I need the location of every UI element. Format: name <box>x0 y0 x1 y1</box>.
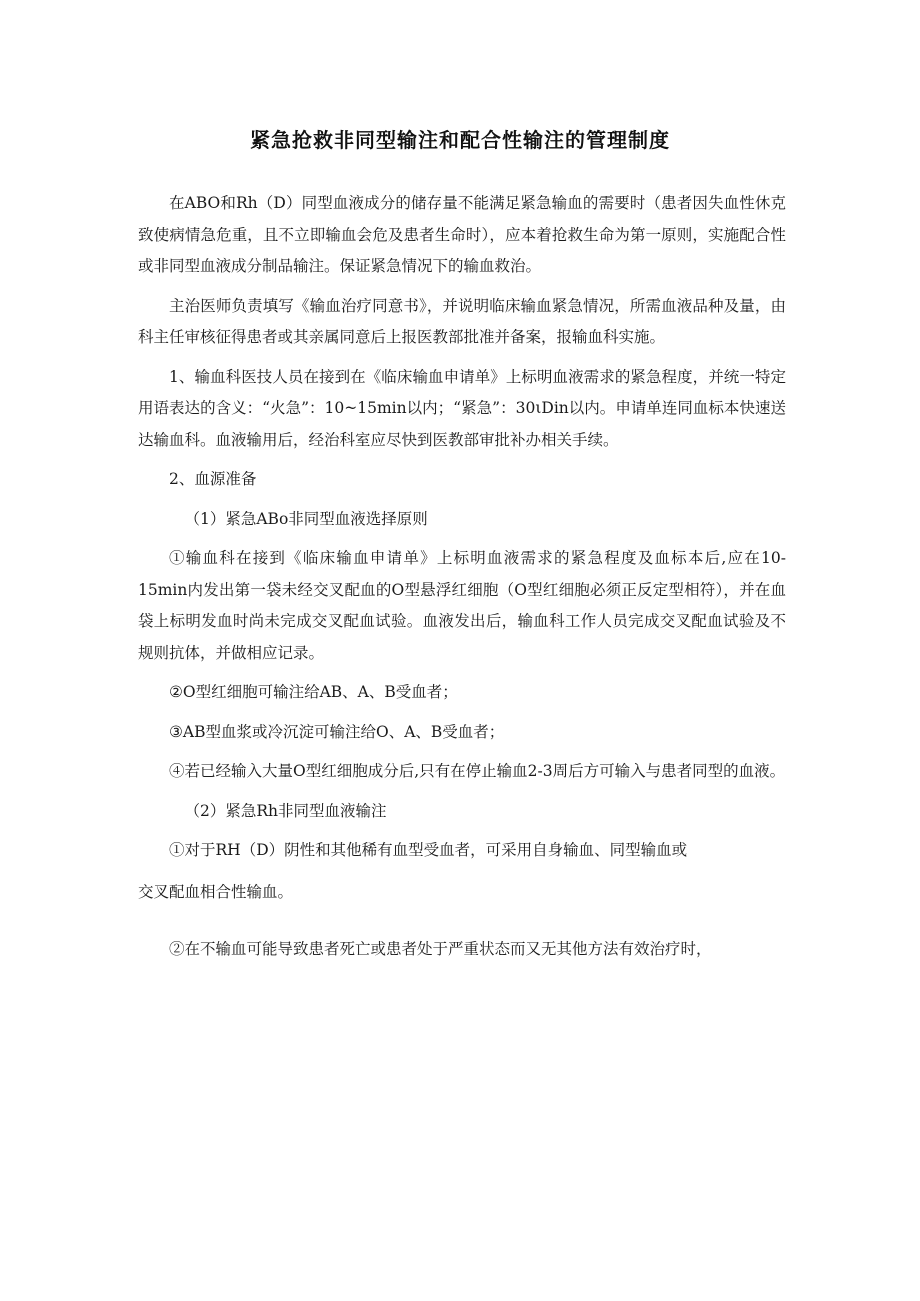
heading-abo-principle: （1）紧急ABo非同型血液选择原则 <box>184 509 428 528</box>
paragraph-rh-item-2: ②在不输血可能导致患者死亡或患者处于严重状态而又无其他方法有效治疗时， <box>169 940 712 958</box>
document-title: 紧急抢救非同型输注和配合性输注的管理制度 <box>250 128 670 152</box>
paragraph-rh-item-1-continued: 交叉配血相合性输血。 <box>138 882 294 901</box>
heading-blood-source: 2、血源准备 <box>169 470 257 488</box>
paragraph-item-3: ③AB型血浆或冷沉淀可输注给O、A、B受血者； <box>169 722 505 741</box>
paragraph-intro: 在ABO和Rh（D）同型血液成分的储存量不能满足紧急输血的需要时（患者因失血性休克致使病情急危重，且不立即输血会危及患者生命时），应本着抢救生命为第一原则，实施配合性或非同型血液成分制品输注。保证紧急情况下的输血救治。 <box>138 194 786 275</box>
paragraph-item-4: ④若已经输入大量O型红细胞成分后,只有在停止输血2-3周后方可输入与患者同型的血液。 <box>169 762 786 780</box>
paragraph-item-2: ②O型红细胞可输注给AB、A、B受血者； <box>169 683 458 701</box>
paragraph-item-1: ①输血科在接到《临床输血申请单》上标明血液需求的紧急程度及血标本后,应在10-15min内发出第一袋未经交叉配血的O型悬浮红细胞（O型红细胞必须正反定型相符），并在血袋上标明发血时尚未完成交叉配血试验。血液发出后，输血科工作人员完成交叉配血试验及不规则抗体，并做相应记录。 <box>138 549 786 662</box>
paragraph-rh-item-1: ①对于RH（D）阴性和其他稀有血型受血者，可采用自身输血、同型输血或 <box>169 841 688 859</box>
paragraph-consent: 主治医师负责填写《输血治疗同意书》，并说明临床输血紧急情况，所需血液品种及量，由科主任审核征得患者或其亲属同意后上报医教部批准并备案，报输血科实施。 <box>138 296 786 346</box>
document-body <box>138 188 786 974</box>
heading-rh-transfusion: （2）紧急Rh非同型血液输注 <box>184 801 387 820</box>
paragraph-section-1: 1、输血科医技人员在接到在《临床输血申请单》上标明血液需求的紧急程度，并统一特定用语表达的含义：“火急”：10~15min以内；“紧急”：30ιDin以内。申请单连同血标本快速送达输血科。血液输用后，经治科室应尽快到医教部审批补办相关手续。 <box>138 367 786 449</box>
